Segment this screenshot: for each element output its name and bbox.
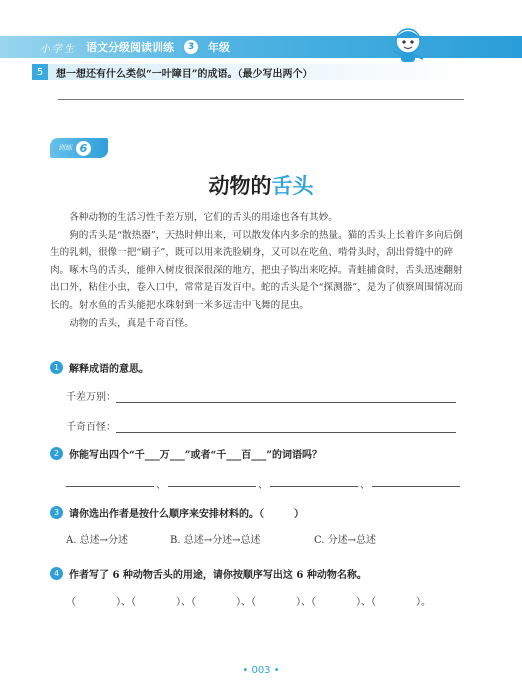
question-4-text: 作者写了 6 种动物舌头的用途，请你按顺序写出这 6 种动物名称。 (69, 570, 367, 581)
q4-answer-row[interactable]: （ ）、（ ）、（ ）、（ ）、（ ）、（ ）。 (66, 597, 431, 608)
q3-option-b[interactable]: B. 总述→分述→总述 (170, 535, 261, 546)
header-title: 语文分级阅读训练 (86, 41, 174, 54)
header-brand: 小学生 (40, 43, 76, 55)
lesson-tag (50, 138, 108, 158)
question-2-text: 你能写出四个“千___万___”或者“千___百___”的词语吗？ (69, 450, 323, 461)
question-5-number: 5 (32, 64, 48, 80)
q1-item-1 (66, 388, 456, 403)
question-5-text: 想一想还有什么类似“一叶障目”的成语。（最少写出两个） (56, 68, 313, 80)
question-1-text: 解释成语的意思。 (69, 364, 149, 375)
page-title (0, 170, 522, 200)
question-4 (50, 566, 367, 581)
q1-item-2 (66, 418, 456, 433)
question-4-number: 4 (50, 567, 63, 580)
question-2-number: 2 (50, 447, 63, 460)
grade-label: 年级 (208, 41, 230, 54)
question-1-number: 1 (50, 361, 63, 374)
q2-answer-line-2[interactable] (168, 486, 256, 487)
q2-separator-3: 、 (360, 480, 370, 491)
question-1 (50, 360, 149, 375)
q3-options (66, 531, 466, 546)
question-3-number: 3 (50, 506, 63, 519)
q1-item-2-answer-line[interactable] (116, 421, 456, 433)
lesson-tag-label: 训练 (58, 144, 72, 152)
q3-option-a[interactable]: A. 总述→分述 (66, 535, 128, 546)
q3-option-c[interactable]: C. 分述→总述 (314, 535, 377, 546)
header-left (40, 36, 230, 58)
title-highlight: 舌头 (271, 174, 314, 198)
passage-paragraph-3: 动物的舌头，真是千奇百怪。 (69, 317, 194, 329)
question-3 (50, 505, 304, 520)
q1-item-2-label: 千奇百怪： (66, 422, 116, 433)
passage-paragraph-2: 狗的舌头是“散热器”，天热时伸出来，可以散发体内多余的热量。猫的舌头上长着许多向后倒生的乳刺，很像一把“刷子”，既可以用来洗脸刷身，又可以在吃鱼、啃骨头时，刮出骨缝中的碎肉。啄木鸟的舌头，能伸入树皮很深很深的地方，把虫子钩出来吃掉。青蛙捕食时，舌头迅速翻射出口外，粘住小虫，卷入口中，常常是百发百中。蛇的舌头是个“探测器”，是为了侦察周围情况而长的。射水鱼的舌头能把水珠射到一米多远击中飞舞的昆虫。 (50, 229, 463, 311)
q1-item-1-answer-line[interactable] (116, 391, 456, 403)
passage-paragraph-1: 各种动物的生活习性千差万别，它们的舌头的用途也各有其妙。 (69, 212, 338, 223)
page-number: • 003 • (242, 665, 280, 676)
question-2 (50, 446, 322, 461)
title-plain: 动物的 (208, 174, 272, 198)
q2-answer-line-3[interactable] (270, 486, 358, 487)
question-3-text: 请你选出作者是按什么顺序来安排材料的。（ ） (69, 509, 304, 520)
q2-answer-line-4[interactable] (372, 486, 460, 487)
lesson-number: 6 (76, 141, 91, 156)
page-header (0, 24, 522, 64)
q2-answer-line-1[interactable] (66, 486, 154, 487)
q2-separator-2: 、 (258, 480, 268, 491)
mascot-icon (386, 24, 430, 64)
question-5-answer-line[interactable] (58, 99, 464, 100)
reading-passage (50, 209, 468, 332)
question-5 (32, 64, 472, 80)
q2-separator-1: 、 (156, 480, 166, 491)
grade-number-badge: 3 (184, 40, 198, 54)
q1-item-1-label: 千差万别： (66, 392, 116, 403)
